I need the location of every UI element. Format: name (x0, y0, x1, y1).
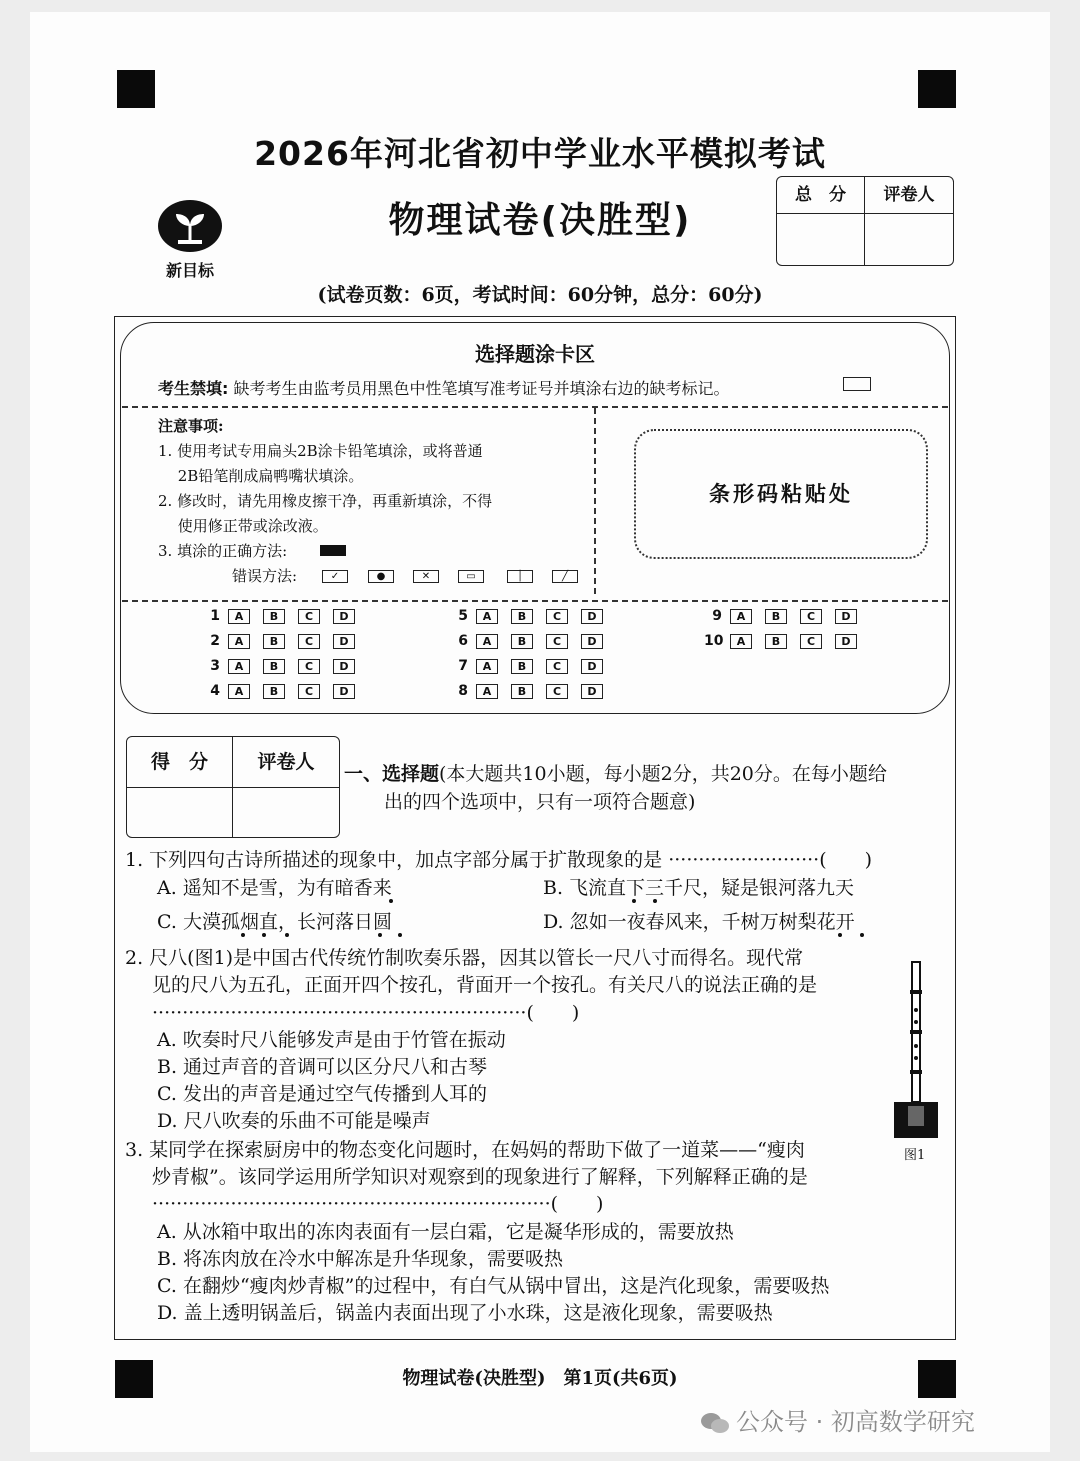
bubble-b[interactable]: B (765, 609, 787, 624)
answer-row (202, 633, 368, 651)
absent-notice (158, 376, 730, 399)
answer-row (704, 608, 870, 626)
option-d: D. 盖上透明锅盖后，锅盖内表面出现了小水珠，这是液化现象，需要吸热 (157, 1302, 773, 1324)
bubble-b[interactable]: B (511, 659, 533, 674)
bubble-a[interactable]: A (476, 634, 498, 649)
total-score-box (776, 176, 954, 266)
bubble-a[interactable]: A (228, 659, 250, 674)
option-c: C. 发出的声音是通过空气传播到人耳的 (157, 1083, 487, 1105)
bubble-d[interactable]: D (333, 634, 355, 649)
registration-mark (918, 70, 956, 108)
option-b: B. 通过声音的音调可以区分尺八和古琴 (157, 1056, 488, 1078)
exam-title: 2026年河北省初中学业水平模拟考试 (254, 134, 826, 173)
bubble-d[interactable]: D (581, 684, 603, 699)
question-stem: 3. 某同学在探索厨房中的物态变化问题时，在妈妈的帮助下做了一道菜——“瘦肉 (125, 1139, 805, 1161)
question-number: 3 (210, 658, 220, 674)
question-number: 4 (210, 683, 220, 699)
exam-info: (试卷页数：6页，考试时间：60分钟，总分：60分) (317, 284, 763, 306)
question-stem: 1. 下列四句古诗所描述的现象中，加点字部分属于扩散现象的是 ·························( ) (125, 849, 873, 871)
notes-section (158, 414, 492, 564)
answer-row (450, 633, 616, 651)
bubble-b[interactable]: B (765, 634, 787, 649)
emphasis-dots (150, 896, 890, 908)
score-label: 得 分 (150, 751, 208, 773)
correct-fill-example (320, 545, 346, 556)
shakuhachi-figure (892, 960, 940, 1140)
notice-label: 考生禁填: (158, 379, 229, 398)
bubble-d[interactable]: D (333, 659, 355, 674)
answer-row (450, 683, 616, 701)
option-b: B. 将冻肉放在冷水中解冻是升华现象，需要吸热 (157, 1248, 564, 1270)
wrong-methods-label: 错误方法: (232, 567, 298, 585)
barcode-area: 条形码粘贴处 (634, 429, 928, 559)
bubble-b[interactable]: B (263, 634, 285, 649)
bubble-c[interactable]: C (298, 634, 320, 649)
page-footer: 物理试卷(决胜型) 第1页(共6页) (402, 1368, 678, 1389)
bubble-c[interactable]: C (546, 609, 568, 624)
bubble-a[interactable]: A (228, 609, 250, 624)
logo-label: 新目标 (165, 261, 214, 280)
section-title: 一、选择题 (344, 763, 440, 785)
answer-row (704, 633, 870, 651)
bubble-b[interactable]: B (263, 609, 285, 624)
watermark (700, 1402, 975, 1437)
answer-card-title: 选择题涂卡区 (475, 342, 595, 366)
answer-row (450, 608, 616, 626)
option-c: C. 大漠孤烟直，长河落日圆 (157, 911, 392, 933)
registration-mark (117, 70, 155, 108)
bubble-d[interactable]: D (835, 609, 857, 624)
question-stem: ··································································( ) (152, 1193, 604, 1215)
notice-text: 缺考考生由监考员用黑色中性笔填写准考证号并填涂右边的缺考标记。 (233, 379, 730, 398)
absent-mark-box[interactable] (843, 377, 871, 391)
answer-row (202, 658, 368, 676)
answer-row (202, 683, 368, 701)
exam-subtitle: 物理试卷(决胜型) (388, 200, 692, 241)
wrong-partial-icon: ▭ (458, 570, 484, 583)
note-line: 使用修正带或涂改液。 (158, 517, 328, 535)
section-desc: (本大题共10小题，每小题2分，共20分。在每小题给 (439, 763, 887, 785)
option-c: C. 在翻炒“瘦肉炒青椒”的过程中，有白气从锅中冒出，这是汽化现象，需要吸热 (157, 1275, 830, 1297)
watermark-text: 公众号 · 初高数学研究 (736, 1408, 975, 1436)
bubble-d[interactable]: D (835, 634, 857, 649)
question-number: 2 (210, 633, 220, 649)
question-stem: ······························································( ) (152, 1002, 580, 1024)
bubble-a[interactable]: A (730, 634, 752, 649)
wrong-check-icon: ✓ (322, 570, 348, 583)
grader-label: 评卷人 (883, 185, 935, 205)
question-number: 7 (458, 658, 468, 674)
section-grade-box (126, 736, 340, 838)
bubble-a[interactable]: A (476, 659, 498, 674)
wrong-cross-icon: ✕ (413, 570, 439, 583)
option-b: B. 飞流直下三千尺，疑是银河落九天 (543, 877, 855, 899)
sprout-logo-icon (158, 200, 222, 252)
wrong-dot-icon: ● (368, 570, 394, 583)
question-number: 6 (458, 633, 468, 649)
bubble-a[interactable]: A (730, 609, 752, 624)
question-number: 8 (458, 683, 468, 699)
note-line: 1. 使用考试专用扁头2B涂卡铅笔填涂，或将普通 (158, 442, 483, 460)
emphasis-dots (150, 930, 890, 942)
note-line: 3. 填涂的正确方法: (158, 542, 288, 560)
bubble-d[interactable]: D (333, 684, 355, 699)
bubble-b[interactable]: B (263, 659, 285, 674)
question-stem: 2. 尺八(图1)是中国古代传统竹制吹奏乐器，因其以管长一尺八寸而得名。现代常 (125, 947, 804, 969)
bubble-b[interactable]: B (263, 684, 285, 699)
bubble-c[interactable]: C (298, 659, 320, 674)
bubble-c[interactable]: C (546, 659, 568, 674)
section-desc: 出的四个选项中，只有一项符合题意) (384, 791, 696, 813)
bubble-c[interactable]: C (546, 684, 568, 699)
section-heading (344, 760, 949, 816)
option-d: D. 尺八吹奏的乐曲不可能是噪声 (157, 1110, 431, 1132)
figure-label: 图1 (904, 1148, 926, 1163)
question-stem: 炒青椒”。该同学运用所学知识对观察到的现象进行了解释，下列解释正确的是 (152, 1166, 808, 1188)
answer-row (202, 608, 368, 626)
option-a: A. 吹奏时尺八能够发声是由于竹管在振动 (157, 1029, 506, 1051)
question-number: 9 (712, 608, 722, 624)
bubble-a[interactable]: A (476, 684, 498, 699)
bubble-d[interactable]: D (333, 609, 355, 624)
bubble-d[interactable]: D (581, 634, 603, 649)
total-score-label: 总 分 (795, 185, 846, 205)
bubble-b[interactable]: B (511, 684, 533, 699)
bubble-c[interactable]: C (800, 609, 822, 624)
question-number: 5 (458, 608, 468, 624)
question-number: 1 (210, 608, 220, 624)
wechat-icon (700, 1411, 730, 1435)
question-number: 10 (704, 633, 724, 649)
bubble-c[interactable]: C (546, 634, 568, 649)
bubble-a[interactable]: A (476, 609, 498, 624)
notes-heading: 注意事项: (158, 417, 224, 435)
note-line: 2. 修改时，请先用橡皮擦干净，再重新填涂，不得 (158, 492, 493, 510)
grader-label: 评卷人 (257, 751, 315, 773)
option-a: A. 从冰箱中取出的冻肉表面有一层白霜，它是凝华形成的，需要放热 (157, 1221, 734, 1243)
question-stem: 见的尺八为五孔，正面开四个按孔，背面开一个按孔。有关尺八的说法正确的是 (152, 974, 818, 996)
option-d: D. 忽如一夜春风来，千树万树梨花开 (543, 911, 855, 933)
bubble-d[interactable]: D (581, 659, 603, 674)
note-line: 2B铅笔削成扁鸭嘴状填涂。 (158, 467, 364, 485)
bubble-d[interactable]: D (581, 609, 603, 624)
bubble-a[interactable]: A (228, 684, 250, 699)
bubble-b[interactable]: B (511, 609, 533, 624)
wrong-slash-icon: ╱ (552, 570, 578, 583)
bubble-c[interactable]: C (298, 684, 320, 699)
option-a: A. 遥知不是雪，为有暗香来 (157, 877, 392, 899)
wrong-split-icon: │ (507, 570, 533, 583)
answer-row (450, 658, 616, 676)
bubble-b[interactable]: B (511, 634, 533, 649)
bubble-a[interactable]: A (228, 634, 250, 649)
bubble-c[interactable]: C (298, 609, 320, 624)
bubble-c[interactable]: C (800, 634, 822, 649)
